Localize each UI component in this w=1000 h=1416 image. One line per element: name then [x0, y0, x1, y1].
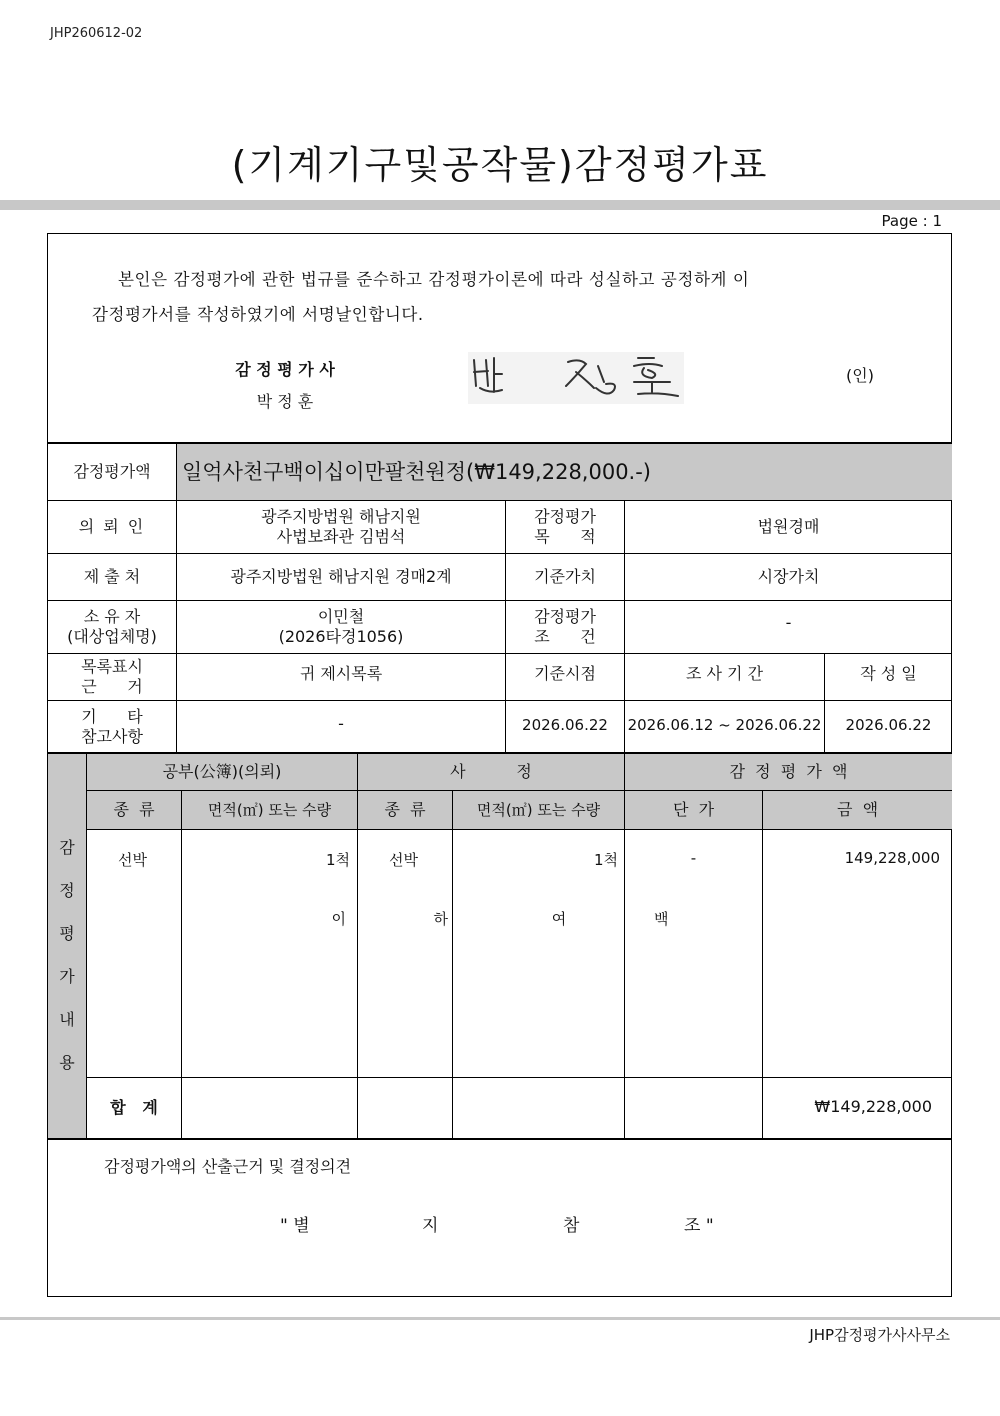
requester-person: 사법보좌관 김범석: [276, 527, 406, 546]
listbasis-value: 귀 제시목록: [299, 664, 383, 683]
other-label-1: 기 타: [81, 706, 143, 726]
detail-side-label: [48, 826, 86, 1084]
row-sum: 149,228,000: [844, 849, 940, 867]
blank-word: 이: [331, 910, 346, 928]
seal-mark: (인): [846, 366, 874, 385]
signature-icon: [468, 352, 684, 404]
note-part: 참: [563, 1216, 580, 1236]
group-amount-header: 감 정 평 가 액: [729, 762, 848, 781]
period-label: 조 사 기 간: [685, 664, 764, 683]
requester-value: [177, 501, 505, 553]
submit-label: 제 출 처: [83, 567, 141, 586]
owner-label: [48, 601, 176, 653]
rule: [48, 1138, 952, 1140]
rule: [87, 1077, 952, 1078]
owner-label-1: 소 유 자: [83, 607, 141, 626]
col-area-header: 면적(㎡) 또는 수량: [207, 801, 332, 819]
period-value: 2026.06.12 ~ 2026.06.22: [627, 716, 822, 734]
amount-label: 감정평가액: [73, 461, 151, 481]
row-kind: 선박: [118, 851, 147, 869]
signature-image: [468, 352, 684, 404]
submit-value: 광주지방법원 해남지원 경매2계: [230, 567, 452, 586]
basis-value: 시장가치: [757, 567, 820, 586]
total-label: 합 계: [110, 1098, 158, 1117]
appraiser-name: 박 정 훈: [256, 392, 314, 411]
requester-label: 의 뢰 인: [78, 517, 146, 536]
blank-word: 하: [433, 910, 448, 928]
purpose-label-2: 목 적: [534, 527, 596, 546]
blank-word: 여: [551, 910, 567, 928]
appraiser-role: 감 정 평 가 사: [235, 360, 335, 379]
owner-label-2: (대상업체명): [67, 627, 157, 646]
col-kind2-header: 종 류: [384, 800, 426, 819]
blank-word: 백: [654, 910, 669, 928]
page-title: (기계기구및공작물)감정평가표: [231, 143, 769, 187]
note-part: 조 ": [684, 1216, 714, 1236]
purpose-value: 법원경매: [757, 517, 820, 536]
col-unit-header: 단 가: [672, 800, 715, 819]
page-number: Page : 1: [881, 212, 942, 230]
rule: [87, 829, 952, 830]
side-char: 평: [59, 924, 75, 943]
document-code: JHP260612-02: [50, 26, 143, 41]
col-kind-header: 종 류: [113, 800, 155, 819]
condition-label-2: 조 건: [534, 627, 596, 646]
listbasis-label: [48, 654, 176, 700]
owner-name: 이민철: [317, 607, 365, 626]
other-label: [48, 701, 176, 752]
row-qty: 1척: [325, 851, 350, 869]
group-public-header: 공부(公簿)(의뢰): [162, 762, 282, 781]
rule: [762, 790, 763, 1139]
declaration-line1: 본인은 감정평가에 관한 법규를 준수하고 감정평가이론에 따라 성실하고 공정하게 이: [118, 270, 750, 289]
row-kind2: 선박: [389, 851, 418, 869]
side-char: 감: [59, 838, 75, 857]
note-part: 지: [422, 1216, 439, 1236]
row-unit: -: [690, 849, 697, 867]
total-value: ₩149,228,000: [814, 1097, 932, 1116]
listbasis-label-2: 근 거: [81, 677, 143, 696]
owner-case-number: (2026타경1056): [278, 627, 404, 646]
listbasis-label-1: 목록표시: [81, 657, 143, 676]
side-char: 정: [59, 881, 75, 900]
col-sum-header: 금 액: [836, 800, 879, 819]
group-survey-header: 사 정: [450, 762, 532, 781]
basis-heading: 감정평가액의 산출근거 및 결정의견: [104, 1157, 352, 1176]
basedate-label: 기준시점: [534, 664, 596, 683]
header-divider: [0, 200, 1000, 210]
condition-value: -: [785, 613, 792, 632]
basedate-value: 2026.06.22: [522, 716, 608, 734]
amount-value: 일억사천구백이십이만팔천원정(₩149,228,000.-): [182, 459, 652, 484]
other-value: -: [338, 714, 344, 733]
written-value: 2026.06.22: [845, 716, 932, 734]
side-char: 가: [59, 967, 75, 986]
rule: [181, 790, 182, 1139]
declaration-line2: 감정평가서를 작성하였기에 서명날인합니다.: [92, 305, 424, 324]
other-label-2: 참고사항: [81, 726, 143, 746]
requester-court: 광주지방법원 해남지원: [261, 507, 421, 526]
row-qty2: 1척: [593, 851, 618, 869]
note-part: " 별: [280, 1216, 310, 1236]
owner-value: [177, 601, 505, 653]
purpose-label-1: 감정평가: [534, 507, 596, 526]
col-area2-header: 면적(㎡) 또는 수량: [476, 801, 601, 819]
purpose-label: [506, 501, 624, 553]
basis-label: 기준가치: [534, 567, 596, 586]
condition-label: [506, 601, 624, 653]
rule: [452, 790, 453, 1139]
written-label: 작 성 일: [860, 664, 917, 683]
side-char: 용: [59, 1053, 75, 1072]
office-name: JHP감정평가사사무소: [809, 1326, 950, 1344]
footer-divider: [0, 1317, 1000, 1320]
condition-label-1: 감정평가: [534, 607, 596, 626]
side-char: 내: [59, 1010, 75, 1029]
